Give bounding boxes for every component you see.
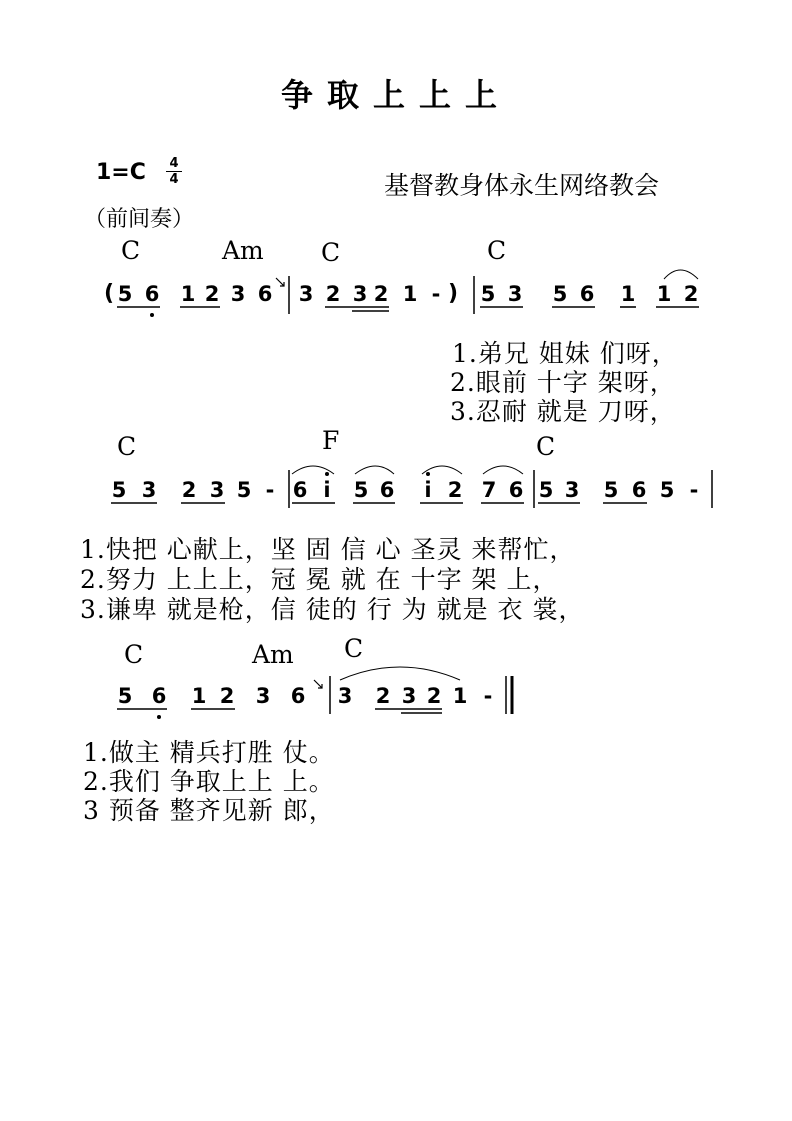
slur bbox=[292, 466, 334, 474]
note: 3 bbox=[141, 478, 157, 502]
low-octave-dot bbox=[150, 313, 154, 317]
time-signature-bottom: 4 bbox=[169, 172, 179, 187]
chord-symbol: C bbox=[321, 238, 341, 267]
note: 3 bbox=[298, 282, 314, 306]
note: 5 bbox=[236, 478, 252, 502]
note: 5 bbox=[552, 282, 568, 306]
note: 1 bbox=[620, 282, 636, 306]
lyric-line: 3.谦卑 就是枪，信 徒的 行 为 就是 衣 裳， bbox=[80, 595, 585, 624]
note: 2 bbox=[683, 282, 699, 306]
note: 3 bbox=[230, 282, 246, 306]
note: 6 bbox=[579, 282, 595, 306]
note: i bbox=[424, 478, 432, 502]
chord-symbol: C bbox=[117, 432, 137, 461]
low-octave-dot bbox=[157, 715, 161, 719]
lyric-line: 1.弟兄 姐妹 们呀， bbox=[452, 339, 678, 368]
note: 2 bbox=[447, 478, 463, 502]
note: 6 bbox=[257, 282, 273, 306]
note: 6 bbox=[144, 282, 160, 306]
high-octave-dot bbox=[426, 472, 430, 476]
note: 3 bbox=[337, 684, 353, 708]
dash: - bbox=[483, 684, 493, 708]
chord-symbol: C bbox=[121, 236, 141, 265]
note: 5 bbox=[117, 282, 133, 306]
note: 1 bbox=[191, 684, 207, 708]
note: 3 bbox=[401, 684, 417, 708]
slur bbox=[483, 466, 523, 474]
note: 5 bbox=[603, 478, 619, 502]
note: 3 bbox=[352, 282, 368, 306]
lyric-line: 3 预备 整齐见新 郎， bbox=[83, 796, 335, 825]
chord-symbol: Am bbox=[252, 640, 294, 669]
slur bbox=[340, 667, 460, 680]
note: 1 bbox=[402, 282, 418, 306]
lyric-line: 2.努力 上上上，冠 冕 就 在 十字 架 上， bbox=[80, 565, 559, 594]
note: 2 bbox=[325, 282, 341, 306]
note: 6 bbox=[290, 684, 306, 708]
note: 6 bbox=[631, 478, 647, 502]
open-paren: ( bbox=[104, 281, 115, 306]
note: 3 bbox=[255, 684, 271, 708]
grace-mark bbox=[276, 278, 284, 286]
note: i bbox=[323, 478, 331, 502]
note: 5 bbox=[538, 478, 554, 502]
note: 6 bbox=[151, 684, 167, 708]
note: 5 bbox=[480, 282, 496, 306]
note: 5 bbox=[117, 684, 133, 708]
high-octave-dot bbox=[325, 472, 329, 476]
note: 6 bbox=[292, 478, 308, 502]
note: 5 bbox=[659, 478, 675, 502]
note: 6 bbox=[508, 478, 524, 502]
chord-symbol: C bbox=[124, 640, 144, 669]
note: 3 bbox=[564, 478, 580, 502]
note: 2 bbox=[426, 684, 442, 708]
grace-mark bbox=[314, 680, 322, 688]
slur bbox=[422, 466, 462, 474]
note: 3 bbox=[209, 478, 225, 502]
note: 5 bbox=[111, 478, 127, 502]
note: 1 bbox=[452, 684, 468, 708]
note: 1 bbox=[656, 282, 672, 306]
time-signature-top: 4 bbox=[166, 156, 182, 172]
lyric-line: 1.快把 心献上，坚 固 信 心 圣灵 来帮忙， bbox=[80, 535, 576, 564]
slur bbox=[355, 466, 394, 474]
song-title: 争取上上上 bbox=[280, 76, 511, 114]
note: 3 bbox=[507, 282, 523, 306]
close-paren: ) bbox=[448, 281, 459, 306]
slur bbox=[664, 270, 698, 279]
chord-symbol: C bbox=[487, 236, 507, 265]
note: 5 bbox=[353, 478, 369, 502]
lyric-line: 3.忍耐 就是 刀呀， bbox=[450, 397, 676, 426]
note: 2 bbox=[219, 684, 235, 708]
key-signature: 1=C bbox=[96, 160, 146, 185]
note: 6 bbox=[379, 478, 395, 502]
time-signature bbox=[166, 156, 182, 187]
dash: - bbox=[689, 478, 699, 502]
intro-label: （前间奏） bbox=[84, 207, 195, 232]
note: 2 bbox=[204, 282, 220, 306]
note: 2 bbox=[181, 478, 197, 502]
chord-symbol: F bbox=[322, 426, 340, 455]
chord-symbol: C bbox=[536, 432, 556, 461]
dash: - bbox=[265, 478, 275, 502]
note: 2 bbox=[373, 282, 389, 306]
chord-symbol: C bbox=[344, 634, 364, 663]
note: 7 bbox=[481, 478, 497, 502]
note: 1 bbox=[180, 282, 196, 306]
church-name: 基督教身体永生网络教会 bbox=[384, 171, 660, 200]
note: 2 bbox=[375, 684, 391, 708]
lyric-line: 2.眼前 十字 架呀， bbox=[450, 368, 676, 397]
lyric-line: 1.做主 精兵打胜 仗。 bbox=[83, 738, 335, 767]
dash: - bbox=[431, 282, 441, 306]
chord-symbol: Am bbox=[222, 236, 264, 265]
lyric-line: 2.我们 争取上上 上。 bbox=[83, 767, 335, 796]
